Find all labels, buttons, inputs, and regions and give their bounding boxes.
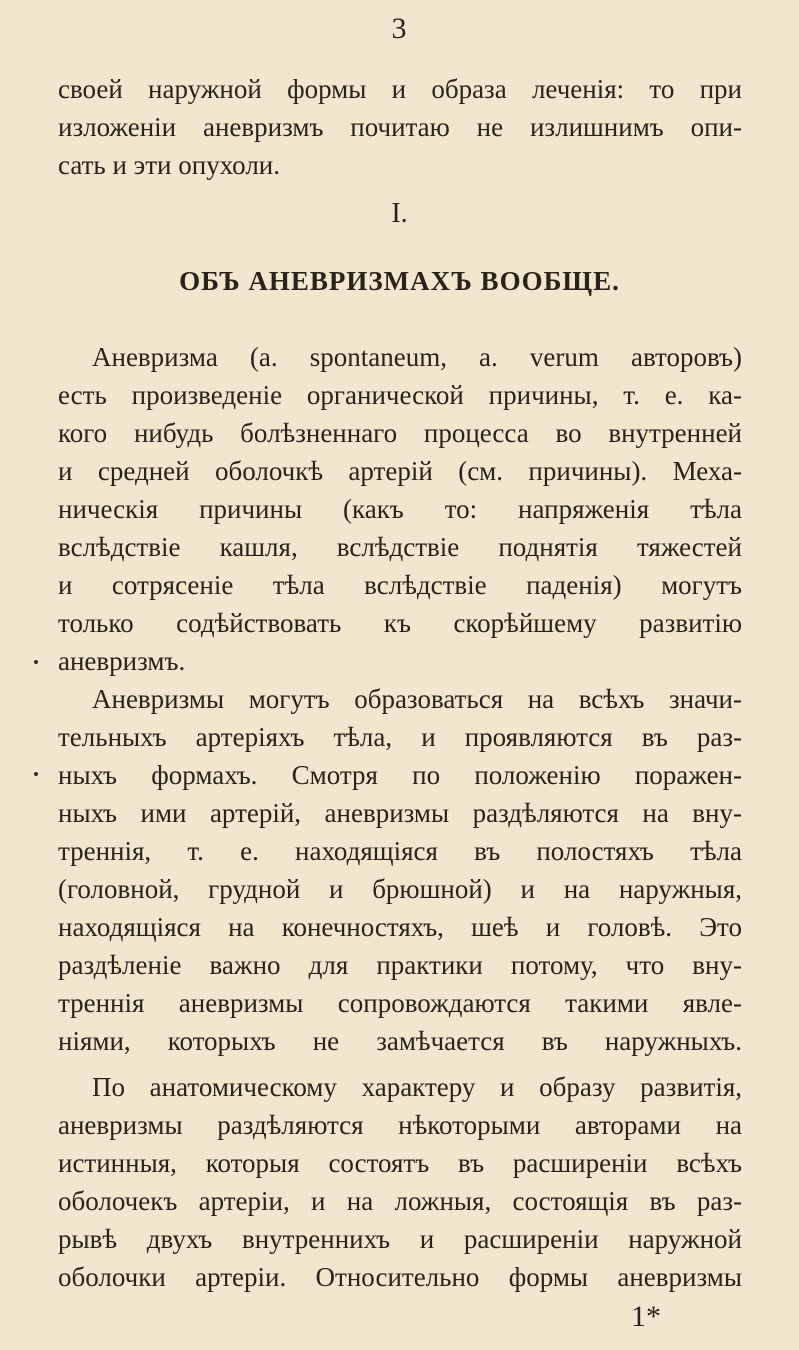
text-line: ніями, которыхъ не замѣчается въ наружныхъ. [58,1026,742,1056]
section-title: ОБЪ АНЕВРИЗМАХЪ ВООБЩЕ. [179,266,620,296]
ink-speck [34,772,38,776]
text-line: треннія, т. е. находящіяся въ полостяхъ тѣла [58,836,742,866]
text-line: треннія аневризмы сопровождаются такими явле- [58,988,742,1018]
text-line: аневризмъ. [58,646,186,676]
text-line: ныхъ ими артерій, аневризмы раздѣляются на вну- [58,798,742,828]
page-number: 3 [391,12,408,45]
text-line: Аневризмы могутъ образоваться на всѣхъ значи- [92,684,742,714]
text-line: изложеніи аневризмъ почитаю не излишнимъ опи- [58,112,742,142]
text-line: ныхъ формахъ. Смотря по положенію поражен- [58,760,742,790]
signature-mark: 1* [631,1300,661,1333]
text-line: кого нибудь болѣзненнаго процесса во внутренней [58,418,742,448]
text-line: аневризмы раздѣляются нѣкоторыми авторами на [58,1110,742,1140]
text-line: По анатомическому характеру и образу развитія, [92,1072,742,1102]
text-line: своей наружной формы и образа леченія: то при [58,74,742,104]
text-line: сать и эти опухоли. [58,150,280,180]
text-line: рывѣ двухъ внутреннихъ и расширеніи наружной [58,1224,742,1254]
text-line: Аневризма (a. spontaneum, a. verum авторовъ) [92,342,742,372]
text-line: тельныхъ артеріяхъ тѣла, и проявляются въ раз- [58,722,742,752]
text-line: (головной, грудной и брюшной) и на наружныя, [58,874,742,904]
text-line: истинныя, которыя состоятъ въ расширеніи всѣхъ [58,1148,742,1178]
text-line: оболочки артеріи. Относительно формы аневризмы [58,1262,742,1292]
section-number: I. [391,198,408,229]
text-line: и сотрясеніе тѣла вслѣдствіе паденія) могутъ [58,570,742,600]
text-line: ническія причины (какъ то: напряженія тѣла [58,494,742,524]
text-line: вслѣдствіе кашля, вслѣдствіе поднятія тяжестей [58,532,742,562]
text-line: только содѣйствовать къ скорѣйшему развитію [58,608,742,638]
text-line: находящіяся на конечностяхъ, шеѣ и головѣ. Это [58,912,742,942]
ink-speck [34,660,38,664]
text-line: есть произведеніе органической причины, т. е. ка- [58,380,742,410]
text-line: раздѣленіе важно для практики потому, что вну- [58,950,742,980]
text-line: и средней оболочкѣ артерій (см. причины). Меха- [58,456,742,486]
text-line: оболочекъ артеріи, и на ложныя, состоящія въ раз- [58,1186,742,1216]
